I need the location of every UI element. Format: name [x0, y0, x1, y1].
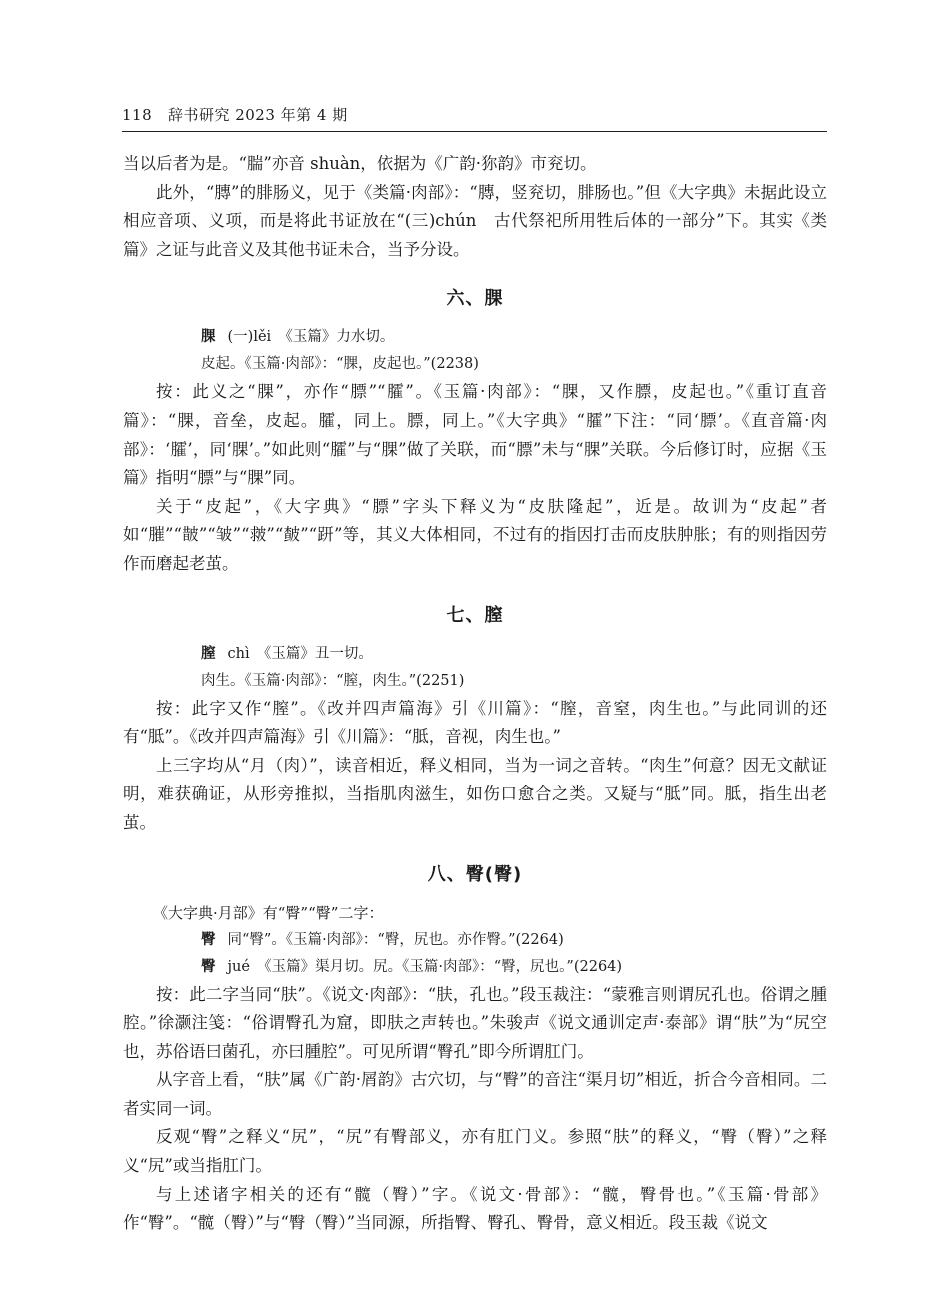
entry-definition: 皮起。《玉篇·肉部》：“腂，皮起也。”(2238)	[201, 356, 479, 373]
paragraph: 上三字均从“月（肉）”，读音相近，释义相同，当为一词之音转。“肉生”何意？因无文献证明，难获确证，从形旁推拟，当指肌肉滋生，如伤口愈合之类。又疑与“胝”同。胝，指生出老茧。	[123, 755, 827, 832]
entry-headword: 臀	[201, 931, 216, 948]
section-intro: 《大字典·月部》有“臀”“臀”二字：	[153, 903, 384, 922]
paragraph: 当以后者为是。“腨”亦音 shuàn，依据为《广韵·狝韵》市兖切。	[123, 154, 597, 173]
dictionary-entry	[123, 927, 827, 954]
entry-headword: 膣	[201, 645, 216, 662]
paragraph: 从字音上看，“肤”属《广韵·屑韵》古穴切，与“臀”的音注“渠月切”相近，折合今音相同。二者实同一词。	[123, 1070, 827, 1118]
entry-text: jué 《玉篇》渠月切。尻。《玉篇·肉部》：“臀，尻也。”(2264)	[227, 958, 623, 975]
paragraph: 此外，“膞”的腓肠义，见于《类篇·肉部》：“膞，竖兖切，腓肠也。”但《大字典》未据此设立相应音项、义项，而是将此书证放在“(三)chún 古代祭祀所用牲后体的一部分”下。其实《类篇》之证与此音义及其他书证未合，当予分设。	[123, 182, 827, 259]
dictionary-entry	[123, 324, 827, 351]
page-number: 118	[122, 106, 153, 124]
dictionary-entry	[123, 954, 827, 981]
journal-title: 辞书研究 2023 年第 4 期	[167, 106, 348, 124]
entry-headword: 腂	[201, 329, 216, 346]
section-heading-8: 八、臀(臀)	[427, 863, 523, 885]
entry-pronunciation: (一)lěi 《玉篇》力水切。	[227, 329, 395, 346]
paragraph: 反观“臀”之释义“尻”，“尻”有臀部义，亦有肛门义。参照“肤”的释义，“臀（臀）”之释义“尻”或当指肛门。	[123, 1127, 827, 1176]
entry-definition: 肉生。《玉篇·肉部》：“膣，肉生。”(2251)	[201, 672, 465, 689]
section-heading-7: 七、膣	[446, 604, 504, 626]
paragraph: 关于“皮起”，《大字典》“膘”字头下释义为“皮肤隆起”，近是。故训为“皮起”者如“膗”“皵”“皱”“皳”“皶”“趼”等，其义大体相同，不过有的指因打击而皮肤肿胀；有的则指因劳作而磨起老茧。	[123, 496, 827, 573]
paragraph: 按：此二字当同“肤”。《说文·肉部》：“肤，孔也。”段玉裁注：“蒙雅言则谓尻孔也。俗谓之腫腔。”徐灏注笺：“俗谓臀孔为窟，即肤之声转也。”朱骏声《说文通训定声·泰部》谓“肤”为“尻空也，苏俗语曰菌孔，亦曰腫腔”。可见所谓“臀孔”即今所谓肛门。	[123, 984, 827, 1061]
dictionary-entry	[123, 641, 827, 668]
entry-headword: 臀	[201, 958, 216, 975]
running-header	[122, 104, 827, 128]
section-heading-6: 六、腂	[446, 288, 504, 310]
paragraph: 按：此义之“腂”，亦作“膘”“臛”。《玉篇·肉部》：“腂，又作膘，皮起也。”《重订直音篇》：“腂，音垒，皮起。臛，同上。膘，同上。”《大字典》“臛”下注：“同‘膘’。《直音篇·肉部》：‘臛’，同‘腂’。”如此则“臛”与“腂”做了关联，而“膘”未与“腂”关联。今后修订时，应据《玉篇》指明“膘”与“腂”同。	[123, 382, 827, 488]
paragraph: 与上述诸字相关的还有“髋（臀）”字。《说文·骨部》：“髋，臀骨也。”《玉篇·骨部》作“臀”。“髋（臀）”与“臀（臀）”当同源，所指臀、臀孔、臀骨，意义相近。段玉裁《说文	[123, 1184, 827, 1233]
entry-pronunciation: chì 《玉篇》丑一切。	[227, 645, 373, 662]
header-rule	[122, 131, 827, 132]
entry-text: 同“臀”。《玉篇·肉部》：“臀，尻也。亦作臀。”(2264)	[227, 931, 564, 948]
article-body	[123, 150, 827, 1238]
paragraph: 按：此字又作“膣”。《改并四声篇海》引《川篇》：“膣，音窒，肉生也。”与此同训的还有“胝”。《改并四声篇海》引《川篇》：“胝，音视，肉生也。”	[123, 698, 827, 747]
